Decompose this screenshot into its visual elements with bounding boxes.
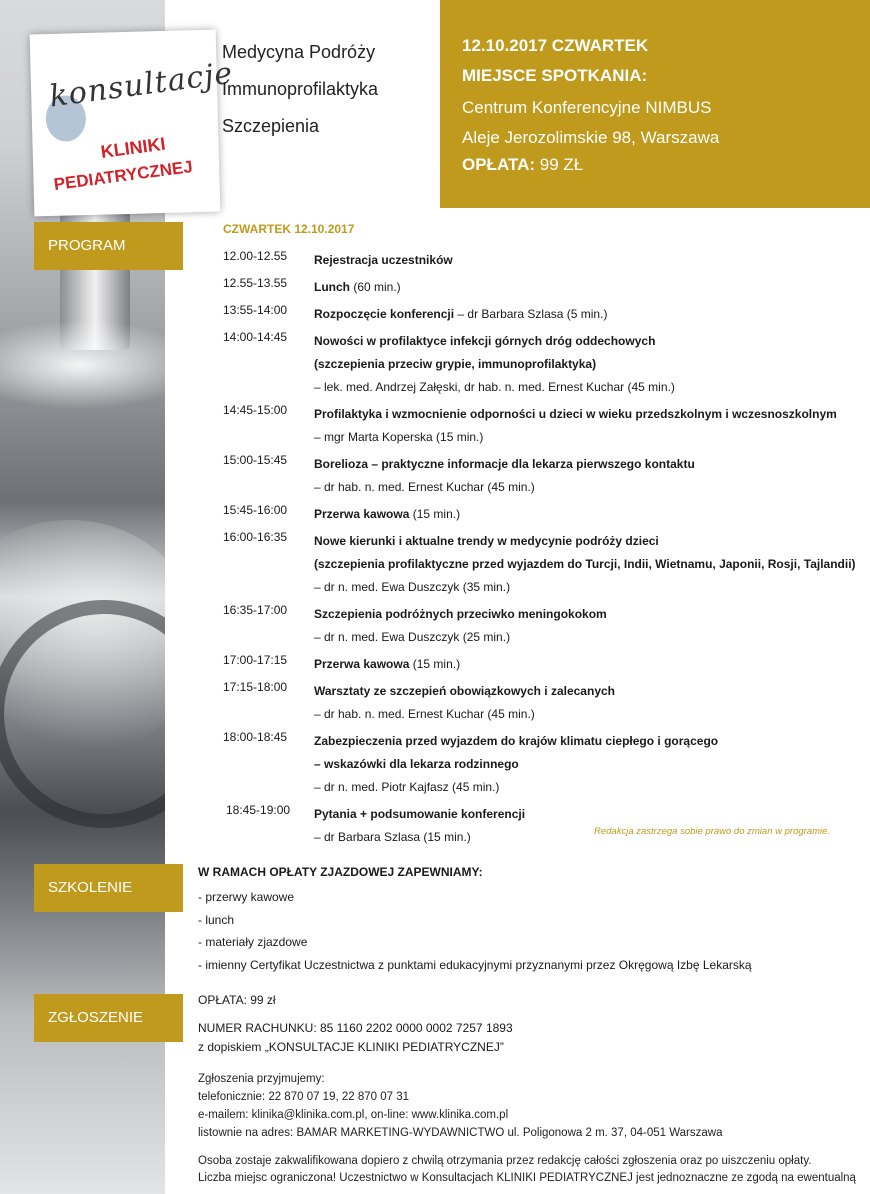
account-number: NUMER RACHUNKU: 85 1160 2202 0000 0002 7257 1893 [198,1021,513,1035]
photo-highlight [0,320,165,410]
row-speaker: – dr hab. n. med. Ernest Kuchar (45 min.) [314,707,535,721]
list-item: - lunch [198,912,235,927]
row-time: 17:00-17:15 [223,653,288,667]
row-title: (szczepienia przeciw grypie, immunoprofilaktyka) [314,357,597,371]
account-note: z dopiskiem „KONSULTACJE KLINIKI PEDIATRYCZNEJ” [198,1040,504,1054]
row-time: 17:15-18:00 [223,680,288,694]
fee-label: OPŁATA: [462,155,536,174]
row-detail: (15 min.) [409,507,461,521]
row-time: 12.55-13.55 [223,276,288,290]
venue-label: MIEJSCE SPOTKANIA: [462,66,648,85]
terms-line: Osoba zostaje zakwalifikowana dopiero z chwilą otrzymania przez redakcję całości zgłoszenia oraz po uiszczeniu opłaty. [198,1155,812,1167]
row-detail: – dr Barbara Szlasa (5 min.) [454,307,608,321]
row-description [314,330,864,399]
row-description [314,653,864,676]
fee-value: 99 ZŁ [539,155,584,174]
venue-address: Aleje Jerozolimskie 98, Warszawa [462,128,720,147]
row-speaker: – dr hab. n. med. Ernest Kuchar (45 min.) [314,480,535,494]
row-description [314,303,864,326]
row-title: Szczepienia podróżnych przeciwko meningokokom [314,607,607,621]
row-title: – wskazówki dla lekarza rodzinnego [314,757,519,771]
row-title: Borelioza – praktyczne informacje dla lekarza pierwszego kontaktu [314,457,695,471]
row-description [314,530,864,599]
row-title: Przerwa kawowa [314,657,410,671]
contact-line: e-mailem: klinika@klinika.com.pl, on-line: www.klinika.com.pl [198,1109,509,1121]
topic: Szczepienia [222,116,320,136]
section-tab-szkolenie: SZKOLENIE [34,864,183,912]
topics-list [222,34,378,145]
event-fee [462,155,583,175]
row-time: 14:00-14:45 [223,330,288,344]
row-speaker: – mgr Marta Koperska (15 min.) [314,430,484,444]
row-title: Pytania + podsumowanie konferencji [314,807,526,821]
topic: Medycyna Podróży [222,42,376,62]
row-description [314,503,864,526]
row-time: 13:55-14:00 [223,303,288,317]
row-title: Profilaktyka i wzmocnienie odporności u dzieci w wieku przedszkolnym i wczesnoszkolnym [314,407,837,421]
row-description [314,249,864,272]
row-description [314,730,864,799]
row-time: 16:00-16:35 [223,530,288,544]
szkolenie-title: W RAMACH OPŁATY ZJAZDOWEJ ZAPEWNIAMY: [198,865,483,879]
row-title: Zabezpieczenia przed wyjazdem do krajów klimatu ciepłego i gorącego [314,734,719,748]
row-description [314,680,864,726]
row-speaker: – lek. med. Andrzej Załęski, dr hab. n. med. Ernest Kuchar (45 min.) [314,380,675,394]
list-item: - przerwy kawowe [198,890,295,904]
logo-line2: PEDIATRYCZNEJ [52,157,194,195]
row-detail: (60 min.) [350,280,401,294]
logo-script: konsultacje [47,55,236,115]
row-detail: (15 min.) [409,657,461,671]
row-description [314,453,864,499]
row-time: 12.00-12.55 [223,249,288,263]
event-date: 12.10.2017 CZWARTEK [462,36,649,55]
row-title: Przerwa kawowa [314,507,410,521]
row-speaker: – dr n. med. Ewa Duszczyk (25 min.) [314,630,511,644]
row-title: Rejestracja uczestników [314,253,453,267]
list-item: - imienny Certyfikat Uczestnictwa z punktami edukacyjnymi przyznanymi przez Okręgową Izbę Lekarską [198,957,752,972]
contact-line: Zgłoszenia przyjmujemy: [198,1073,325,1085]
row-time: 16:35-17:00 [223,603,288,617]
program-disclaimer: Redakcja zastrzega sobie prawo do zmian w programie. [594,826,831,837]
row-time: 18:00-18:45 [223,730,288,744]
konsultacje-logo [30,30,236,217]
contact-line: listownie na adres: BAMAR MARKETING-WYDAWNICTWO ul. Poligonowa 2 m. 37, 04-051 Warszawa [198,1127,723,1139]
bank-account [198,1019,513,1057]
row-title: Nowe kierunki i aktualne trendy w medycynie podróży dzieci [314,534,659,548]
section-tab-program: PROGRAM [34,222,183,270]
row-title: Nowości w profilaktyce infekcji górnych dróg oddechowych [314,334,656,348]
logo-line1: KLINIKI [99,133,167,162]
row-title: Rozpoczęcie konferencji [314,307,455,321]
row-time: 18:45-19:00 [226,803,291,817]
registration-terms [198,1153,858,1187]
venue-name: Centrum Konferencyjne NIMBUS [462,98,712,117]
row-speaker: – dr n. med. Ewa Duszczyk (35 min.) [314,580,511,594]
row-title: (szczepienia profilaktyczne przed wyjazdem do Turcji, Indii, Wietnamu, Japonii, Rosji, Tajlandii) [314,557,856,571]
registration-fee: OPŁATA: 99 zł [198,993,276,1007]
szkolenie-list [198,886,752,976]
row-time: 15:00-15:45 [223,453,288,467]
row-title: Lunch [314,280,350,294]
row-title: Warsztaty ze szczepień obowiązkowych i zalecanych [314,684,615,698]
row-time: 14:45-15:00 [223,403,288,417]
topic: Immunoprofilaktyka [222,79,379,99]
contact-line: telefonicznie: 22 870 07 19, 22 870 07 31 [198,1091,410,1103]
registration-contact [198,1070,722,1142]
row-speaker: – dr n. med. Piotr Kajfasz (45 min.) [314,780,500,794]
list-item: - materiały zjazdowe [198,935,308,949]
section-tab-zgloszenie: ZGŁOSZENIE [34,994,183,1042]
row-speaker: – dr Barbara Szlasa (15 min.) [314,830,471,844]
venue-details [462,93,719,153]
row-description [314,276,864,299]
program-date-header: CZWARTEK 12.10.2017 [223,222,355,236]
row-description [314,403,864,449]
event-info-box [440,0,870,208]
terms-line: Liczba miejsc ograniczona! Uczestnictwo w Konsultacjach KLINIKI PEDIATRYCZNEJ jest jednoznaczne ze zgodą na ewentualną [198,1172,856,1184]
row-description [314,603,864,649]
row-time: 15:45-16:00 [223,503,288,517]
photo-tubing [0,600,165,828]
